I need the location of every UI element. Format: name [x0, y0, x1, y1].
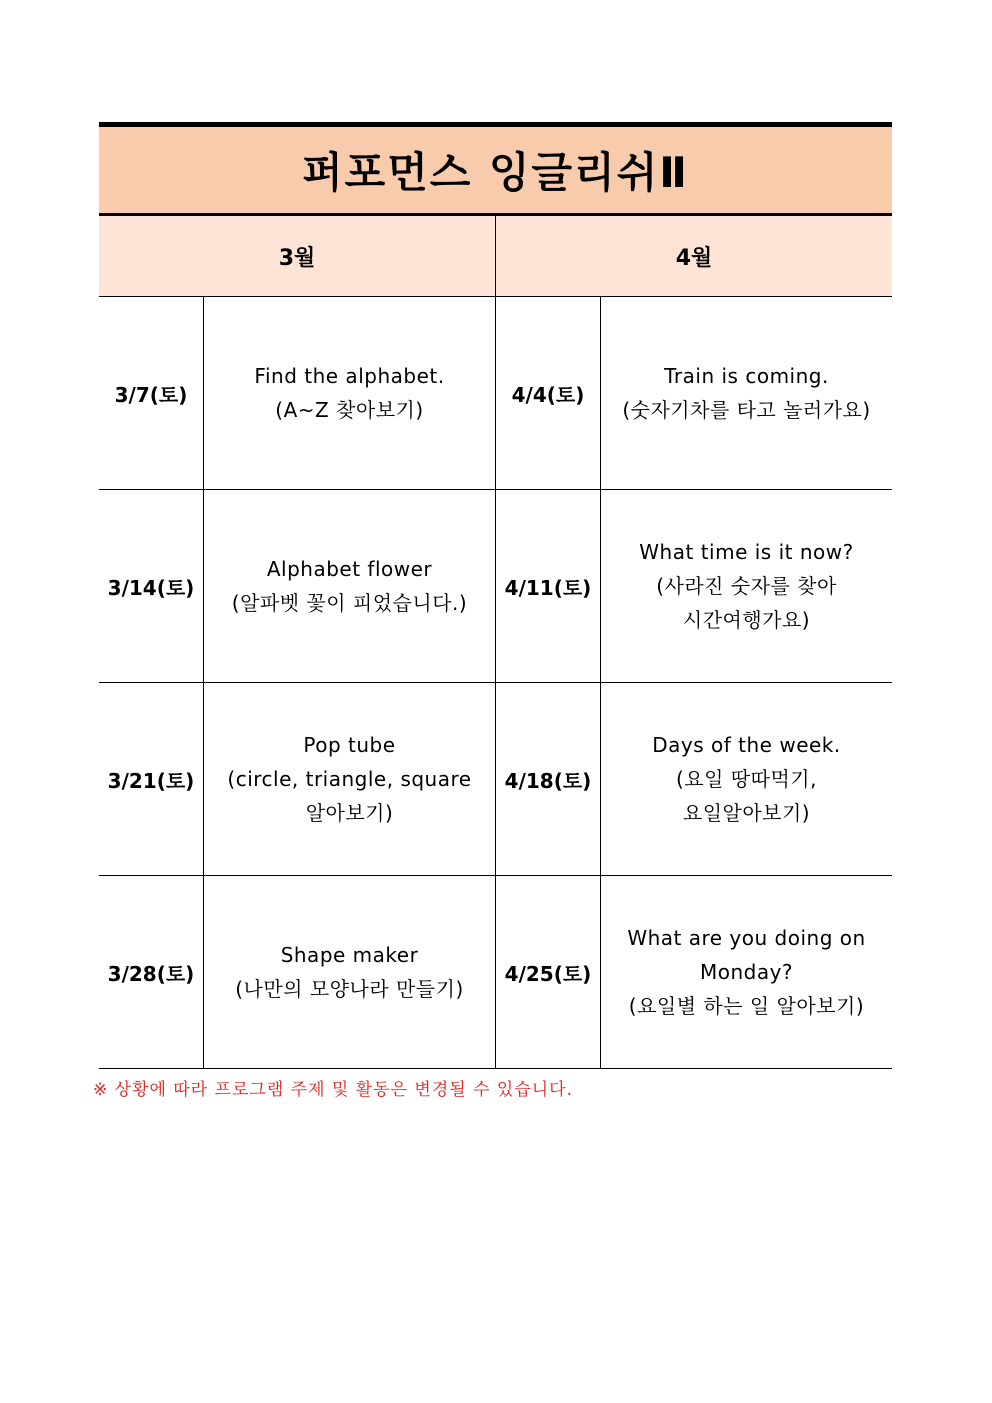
activity-text: (나만의 모양나라 만들기) [235, 977, 464, 1001]
month-header-march: 3월 [278, 245, 316, 271]
activity-cell [600, 490, 892, 682]
activity-text: Shape maker [280, 943, 419, 967]
table-row [99, 683, 892, 876]
session-date: 4/25(토) [495, 876, 600, 1068]
month-header-row [99, 216, 892, 297]
activity-text: (사라진 숫자를 찾아 [656, 574, 837, 598]
activity-text: What are you doing on [627, 926, 866, 950]
activity-text: Pop tube [303, 733, 396, 757]
schedule-rows [99, 297, 892, 1069]
activity-text: Find the alphabet. [254, 364, 445, 388]
activity-text: Train is coming. [664, 364, 829, 388]
schedule-table [99, 122, 892, 1069]
activity-text: Alphabet flower [266, 557, 433, 581]
session-date: 3/14(토) [107, 575, 195, 600]
session-date: 4/18(토) [495, 683, 600, 875]
session-date: 4/4(토) [495, 297, 600, 489]
activity-cell [203, 490, 495, 682]
activity-text: Monday? [699, 960, 794, 984]
page-title: 퍼포먼스 잉글리쉬Ⅱ [302, 148, 689, 197]
activity-text: (A~Z 찾아보기) [275, 398, 424, 422]
activity-text: (숫자기차를 타고 놀러가요) [622, 398, 871, 422]
change-notice: ※ 상황에 따라 프로그램 주제 및 활동은 변경될 수 있습니다. [93, 1080, 573, 1100]
activity-cell [600, 297, 892, 489]
table-row [99, 297, 892, 490]
title-row [99, 122, 892, 216]
activity-text: What time is it now? [639, 540, 854, 564]
activity-cell [203, 297, 495, 489]
session-date: 3/21(토) [107, 768, 195, 793]
activity-text: (요일별 하는 일 알아보기) [628, 994, 865, 1018]
activity-cell [600, 876, 892, 1068]
activity-text: 알아보기) [305, 801, 394, 825]
session-date: 3/7(토) [114, 382, 188, 407]
activity-cell [600, 683, 892, 875]
activity-text: (요일 땅따먹기, [676, 767, 817, 791]
activity-text: (circle, triangle, square [227, 767, 472, 791]
session-date: 4/11(토) [495, 490, 600, 682]
activity-cell [203, 683, 495, 875]
session-date: 3/28(토) [107, 961, 195, 986]
table-row [99, 876, 892, 1069]
activity-text: 시간여행가요) [682, 608, 811, 632]
activity-text: (알파벳 꽃이 피었습니다.) [231, 591, 468, 615]
table-row [99, 490, 892, 683]
activity-text: Days of the week. [652, 733, 841, 757]
activity-text: 요일알아보기) [682, 801, 811, 825]
activity-cell [203, 876, 495, 1068]
month-header-april: 4월 [495, 216, 892, 296]
